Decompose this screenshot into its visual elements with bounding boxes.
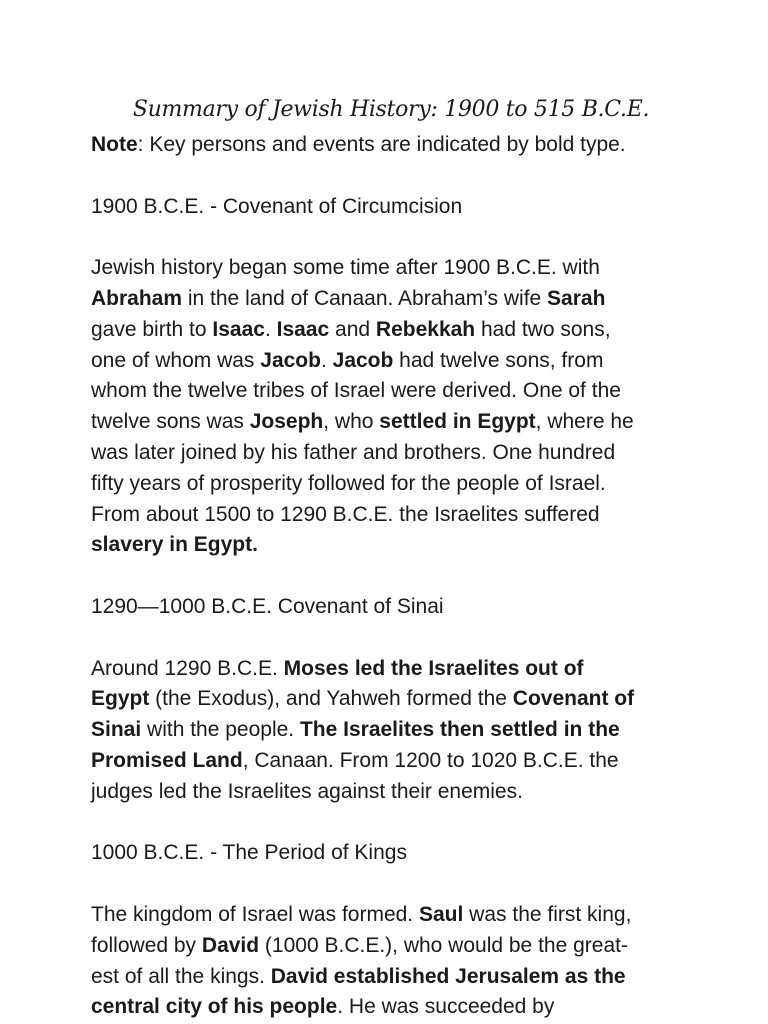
text-line [91, 838, 691, 869]
paragraph-heading-1000 [91, 838, 691, 869]
text-run: 1000 B.C.E. - The Period of Kings [91, 841, 407, 865]
paragraph-gap [91, 623, 691, 654]
text-run: was later joined by his father and brothers. One hundred [91, 440, 616, 464]
text-line [91, 715, 691, 746]
bold-text: Sarah [547, 286, 606, 310]
text-line [91, 407, 691, 438]
text-run: with the people. [141, 718, 300, 742]
text-run: From about 1500 to 1290 B.C.E. the Israelites suffered [91, 502, 600, 526]
text-line [91, 592, 691, 623]
text-line [91, 376, 691, 407]
text-run: (1000 B.C.E.), who would be the great- [259, 933, 628, 957]
bold-text: Egypt [91, 687, 150, 711]
text-run: . He was succeeded by [337, 995, 555, 1019]
text-run: , Canaan. From 1200 to 1020 B.C.E. the [242, 748, 619, 772]
text-line [91, 530, 691, 561]
text-run: judges led the Israelites against their enemies. [91, 779, 523, 803]
paragraph-para-moses [91, 654, 691, 808]
text-line [91, 962, 691, 993]
bold-text: slavery in Egypt. [91, 533, 258, 557]
bold-text: Saul [418, 902, 464, 926]
bold-text: Isaac [212, 317, 265, 341]
text-run: , where he [535, 410, 634, 434]
paragraph-para-kings [91, 900, 691, 1023]
bold-text: Joseph [249, 410, 324, 434]
paragraph-gap [91, 869, 691, 900]
text-line [91, 253, 691, 284]
paragraph-gap [91, 222, 691, 253]
text-run: : Key persons and events are indicated by bold type. [137, 133, 626, 156]
text-run: and [329, 317, 376, 341]
text-run: . [320, 348, 333, 372]
bold-text: David established Jerusalem as the [270, 964, 626, 988]
document-body [91, 130, 691, 1023]
paragraph-heading-1900 [91, 192, 691, 223]
text-line [91, 931, 691, 962]
document-title: Summary of Jewish History: 1900 to 515 B.C.E. [132, 97, 650, 122]
bold-text: Promised Land [91, 748, 243, 772]
text-run: one of whom was [91, 348, 261, 372]
text-run: (the Exodus), and Yahweh formed the [149, 687, 513, 711]
text-run: , who [323, 410, 380, 434]
bold-text: settled in Egypt [379, 410, 536, 434]
paragraph-para-abraham [91, 253, 691, 561]
text-line [91, 192, 691, 223]
text-run: est of all the kings. [91, 964, 271, 988]
bold-text: Abraham [91, 286, 183, 310]
paragraph-note [91, 130, 691, 161]
text-run: 1900 B.C.E. - Covenant of Circumcision [91, 194, 463, 218]
text-run: was the first king, [463, 902, 632, 926]
bold-text: Sinai [91, 718, 142, 742]
text-line [91, 777, 691, 808]
paragraph-gap [91, 561, 691, 592]
bold-text: Jacob [332, 348, 394, 372]
text-line [91, 469, 691, 500]
bold-text: Note [91, 133, 138, 156]
text-line [91, 130, 691, 161]
bold-text: David [201, 933, 260, 957]
text-run: had twelve sons, from [393, 348, 604, 372]
bold-text: Moses led the Israelites out of [283, 656, 584, 680]
text-run: gave birth to [91, 317, 213, 341]
text-line [91, 438, 691, 469]
text-run: 1290—1000 B.C.E. Covenant of Sinai [91, 594, 444, 618]
bold-text: Rebekkah [375, 317, 476, 341]
text-line [91, 284, 691, 315]
bold-text: The Israelites then settled in the [299, 718, 620, 742]
text-run: whom the twelve tribes of Israel were derived. One of the [91, 379, 621, 403]
text-line [91, 346, 691, 377]
bold-text: Covenant of [512, 687, 635, 711]
text-run: twelve sons was [91, 410, 250, 434]
text-line [91, 684, 691, 715]
text-run: had two sons, [475, 317, 611, 341]
text-line [91, 315, 691, 346]
text-line [91, 746, 691, 777]
text-run: The kingdom of Israel was formed. [91, 902, 419, 926]
bold-text: Isaac [276, 317, 330, 341]
bold-text: central city of his people [91, 995, 338, 1019]
text-line [91, 654, 691, 685]
text-run: . [264, 317, 277, 341]
text-run: Around 1290 B.C.E. [91, 656, 284, 680]
text-line [91, 992, 691, 1023]
bold-text: Jacob [260, 348, 321, 372]
text-line [91, 500, 691, 531]
paragraph-gap [91, 161, 691, 192]
text-run: fifty years of prosperity followed for the people of Israel. [91, 471, 606, 495]
paragraph-gap [91, 808, 691, 839]
text-line [91, 900, 691, 931]
text-run: Jewish history began some time after 1900 B.C.E. with [91, 256, 600, 280]
text-run: followed by [91, 933, 202, 957]
paragraph-heading-1290 [91, 592, 691, 623]
text-run: in the land of Canaan. Abraham’s wife [182, 286, 548, 310]
